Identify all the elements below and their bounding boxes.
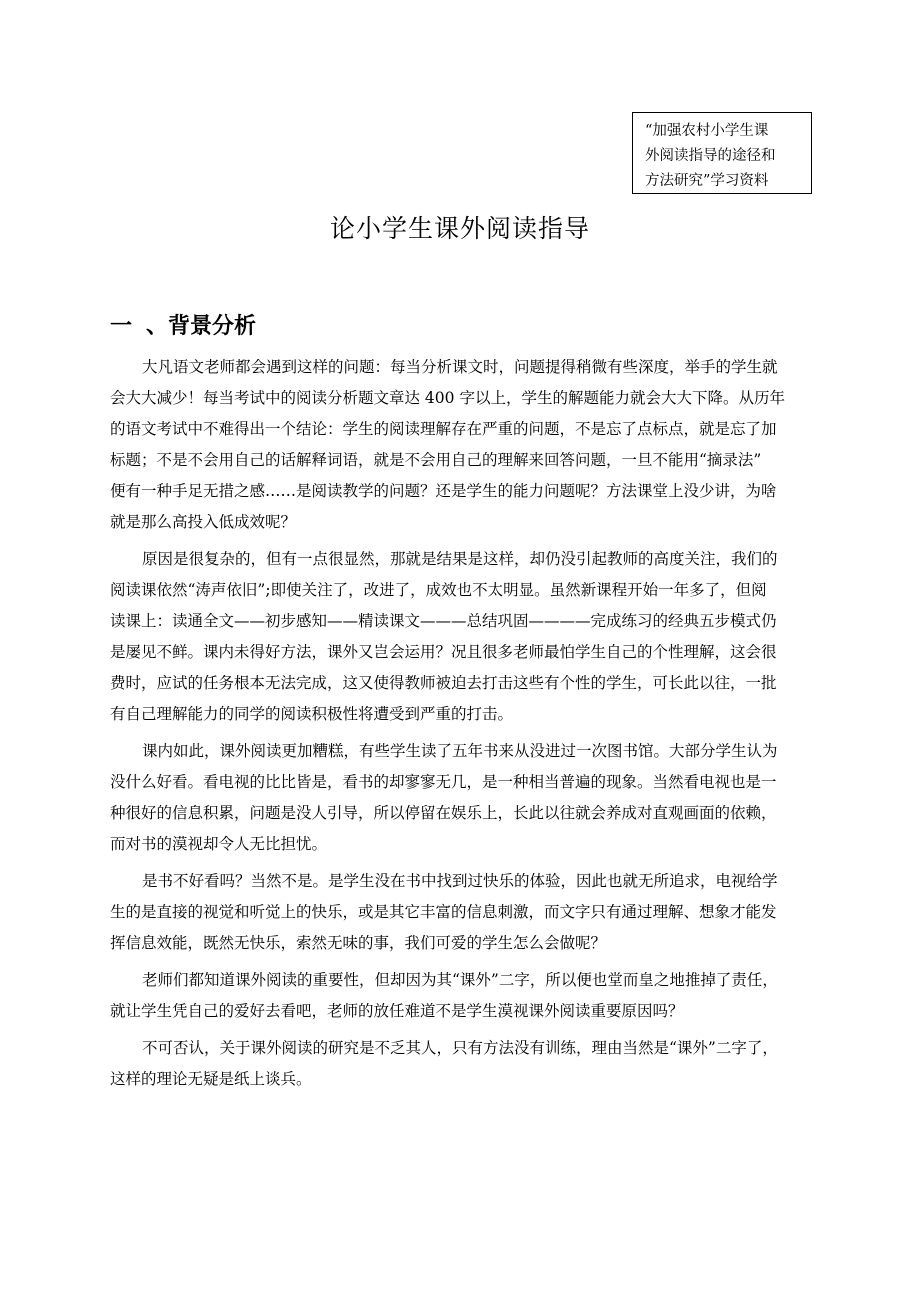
paragraph-line: 课内如此，课外阅读更加糟糕，有些学生读了五年书来从没进过一次图书馆。大部分学生认为: [142, 742, 778, 760]
paragraph-line: 原因是很复杂的，但有一点很显然，那就是结果是这样，却仍没引起教师的高度关注，我们的: [142, 550, 778, 568]
paragraph-line: 生的是直接的视觉和听觉上的快乐，或是其它丰富的信息刺激，而文字只有通过理解、想象才能发: [110, 903, 777, 921]
paragraph-line: 就让学生凭自己的爱好去看吧，老师的放任难道不是学生漠视课外阅读重要原因吗？: [110, 1002, 684, 1020]
paragraph-line: 大凡语文老师都会遇到这样的问题：每当分析课文时，问题提得稍微有些深度，举手的学生就: [142, 358, 778, 376]
section-heading: [110, 310, 256, 344]
header-note-line: 方法研究”学习资料: [645, 173, 769, 189]
paragraph-line: 这样的理论无疑是纸上谈兵。: [110, 1070, 312, 1088]
paragraph-line: 读课上：读通全文——初步感知——精读课文———总结巩固————完成练习的经典五步模式仍: [110, 612, 777, 630]
header-note-line: “加强农村小学生课: [645, 123, 769, 139]
paragraph-line: 而对书的漠视却令人无比担忧。: [110, 835, 328, 853]
paragraph-line: 是书不好看吗？当然不是。是学生没在书中找到过快乐的体验，因此也就无所追求，电视给学: [142, 872, 778, 890]
paragraph: [110, 352, 810, 538]
paragraph-line: 阅读课依然“涛声依旧”;即使关注了，改进了，成效也不太明显。虽然新课程开始一年多了，但阅: [110, 581, 767, 599]
paragraph-line: 会大大减少！每当考试中的阅读分析题文章达 400 字以上，学生的解题能力就会大大下降。从历年: [110, 389, 785, 407]
paragraph-line: 就是那么高投入低成效呢？: [110, 513, 297, 531]
paragraph: [110, 965, 810, 1027]
paragraph-line: 没什么好看。看电视的比比皆是，看书的却寥寥无几，是一种相当普遍的现象。当然看电视也是一: [110, 773, 777, 791]
paragraph-line: 种很好的信息积累，问题是没人引导，所以停留在娱乐上，长此以往就会养成对直观画面的依赖，: [110, 804, 777, 822]
paragraph-line: 便有一种手足无措之感……是阅读教学的问题？还是学生的能力问题呢？方法课堂上没少讲，为啥: [110, 482, 777, 500]
paragraph: [110, 544, 810, 730]
section-title: 、背景分析: [146, 314, 257, 339]
paragraph-line: 不可否认，关于课外阅读的研究是不乏其人，只有方法没有训练，理由当然是“课外”二字了，: [142, 1039, 778, 1057]
body-text: [110, 352, 810, 1101]
paragraph-line: 费时，应试的任务根本无法完成，这又使得教师被迫去打击这些有个性的学生，可长此以往，一批: [110, 674, 777, 692]
header-note-box: [632, 112, 812, 194]
paragraph-line: 的语文考试中不难得出一个结论：学生的阅读理解存在严重的问题，不是忘了点标点，就是忘了加: [110, 420, 777, 438]
paragraph: [110, 1033, 810, 1095]
paragraph: [110, 736, 810, 860]
document-title: 论小学生课外阅读指导: [329, 214, 590, 243]
paragraph: [110, 866, 810, 959]
header-note-line: 外阅读指导的途径和: [645, 148, 776, 164]
paragraph-line: 是屡见不鲜。课内未得好方法，课外又岂会运用？况且很多老师最怕学生自己的个性理解，这会很: [110, 643, 777, 661]
paragraph-line: 挥信息效能，既然无快乐，索然无味的事，我们可爱的学生怎么会做呢？: [110, 934, 607, 952]
paragraph-line: 标题；不是不会用自己的话解释词语，就是不会用自己的理解来回答问题，一旦不能用“摘录法”: [110, 451, 762, 469]
paragraph-line: 老师们都知道课外阅读的重要性，但却因为其“课外”二字，所以便也堂而皇之地推掉了责任，: [142, 971, 778, 989]
paragraph-line: 有自己理解能力的同学的阅读积极性将遭受到严重的打击。: [110, 705, 514, 723]
section-number: 一: [110, 314, 133, 339]
